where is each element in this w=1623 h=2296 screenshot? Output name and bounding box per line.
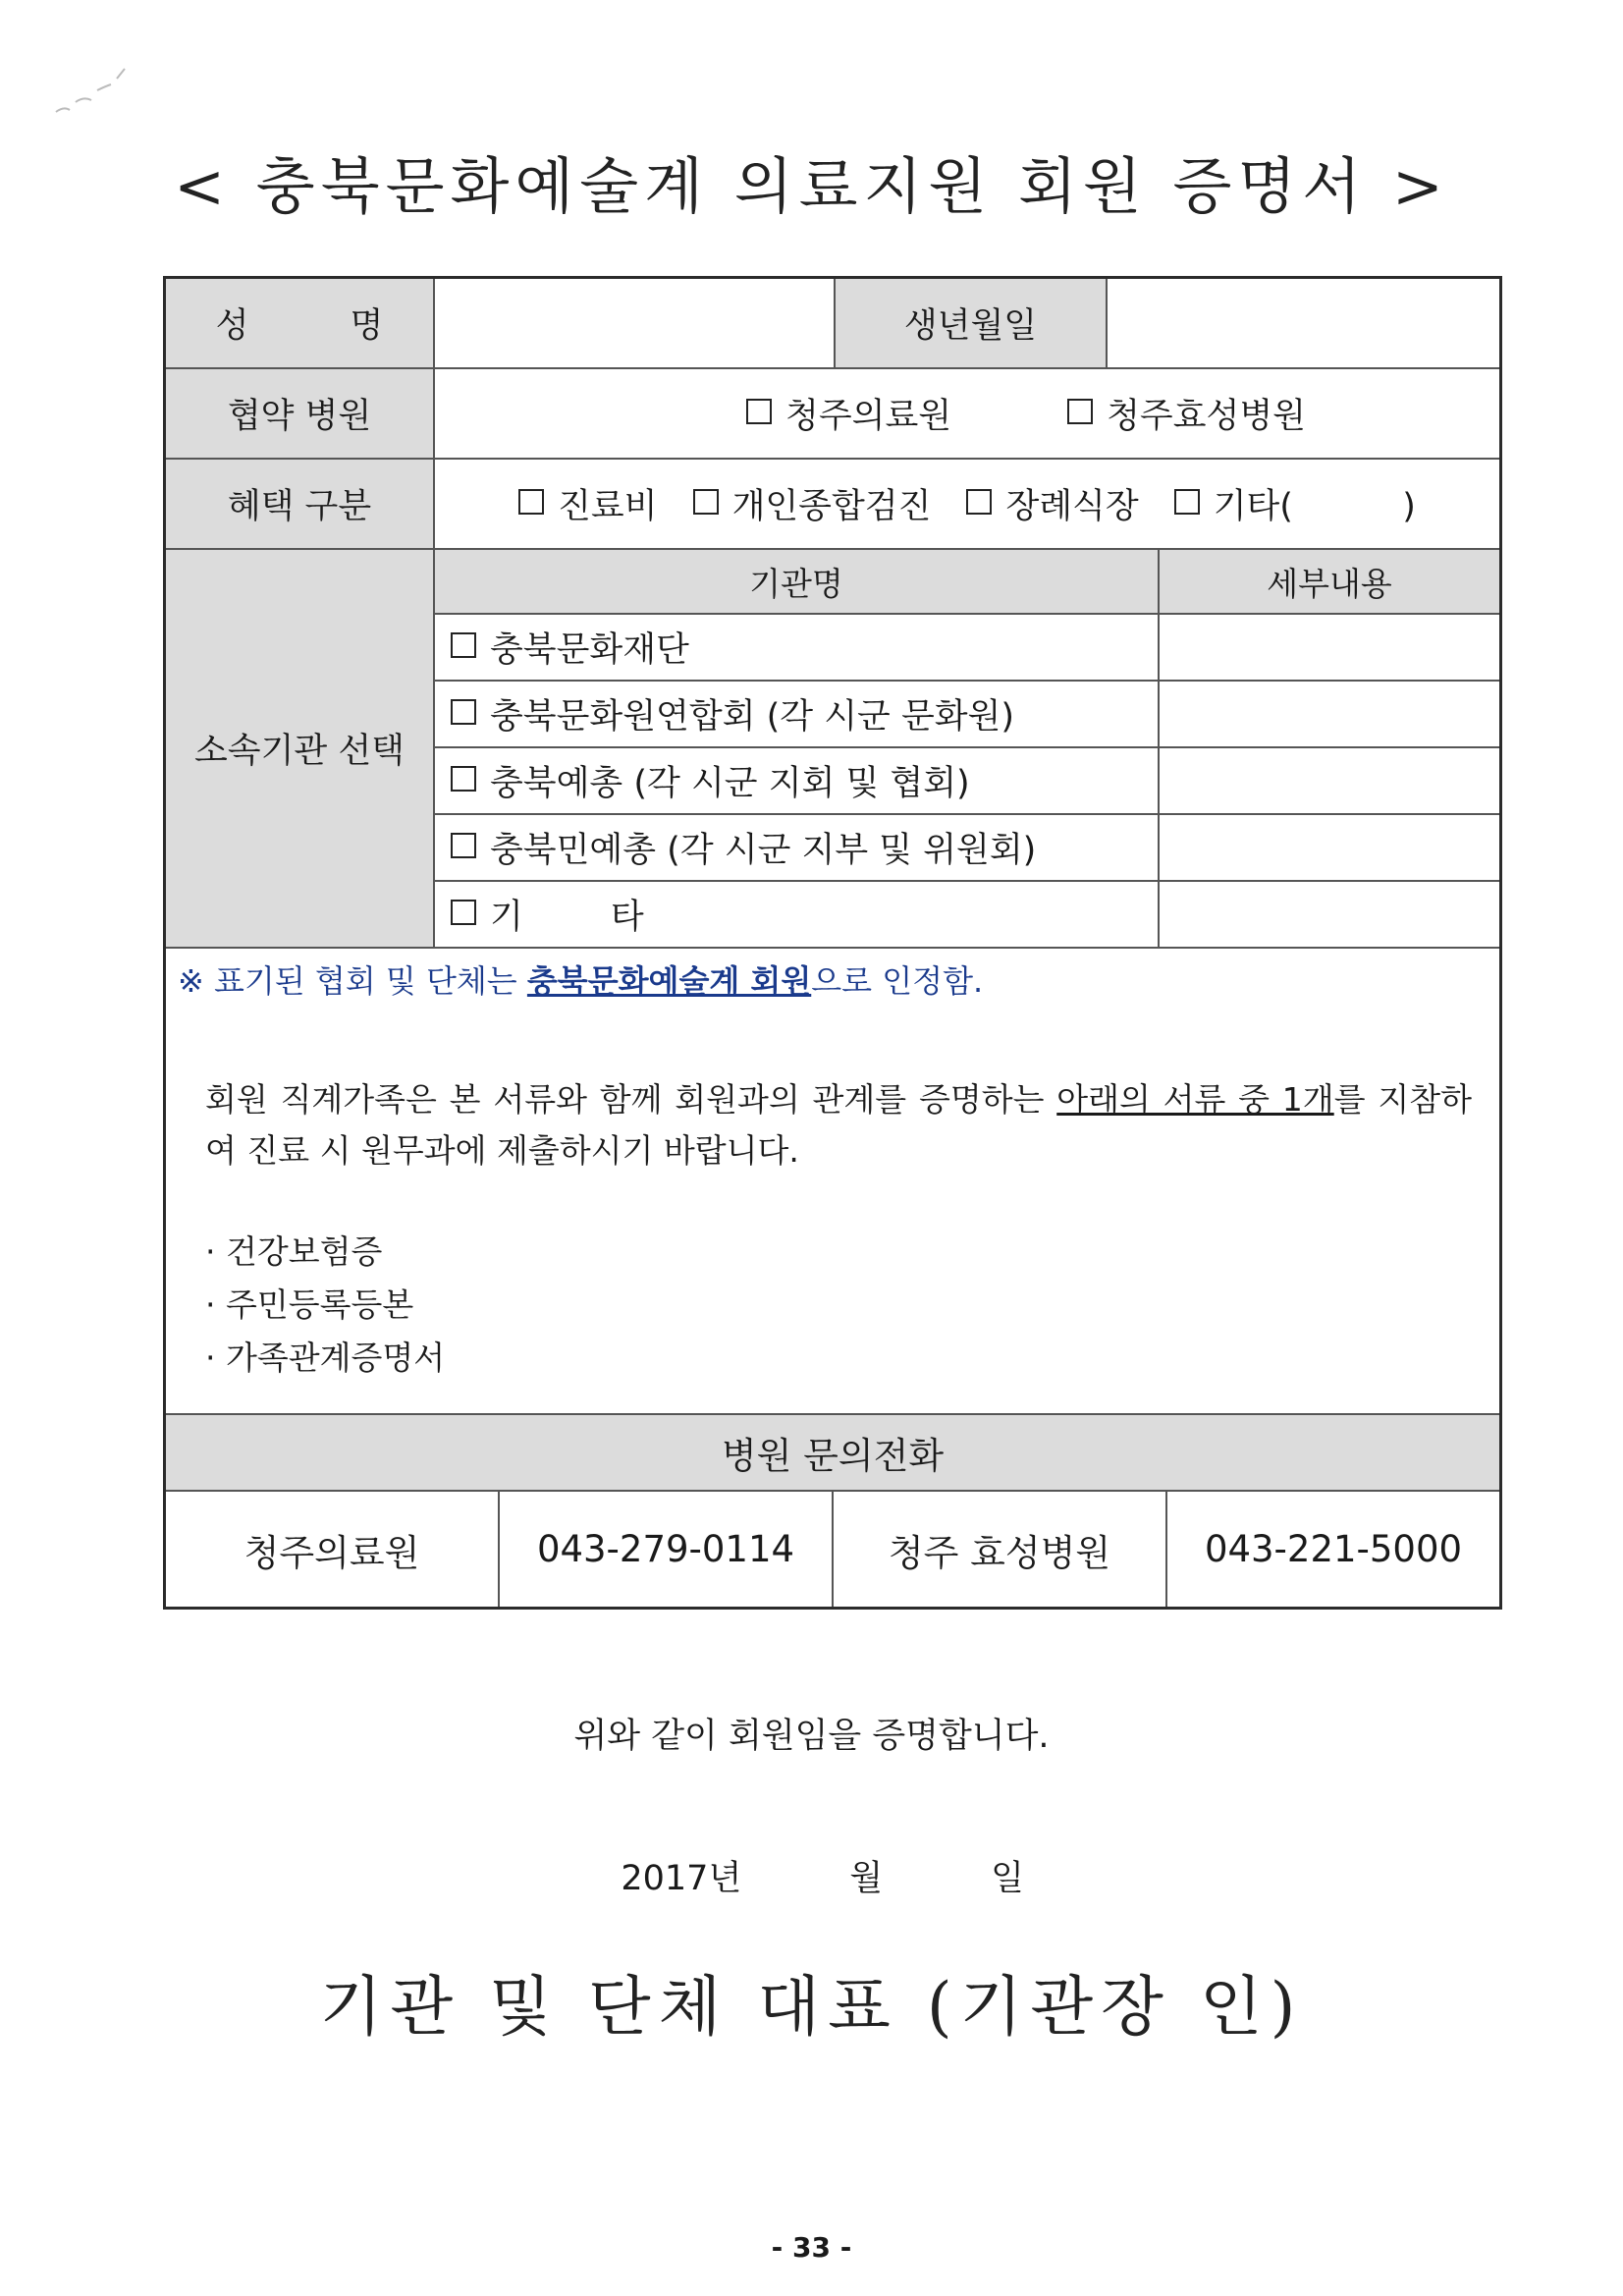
org-name-header: 기관명 bbox=[433, 548, 1158, 613]
certificate-form bbox=[163, 276, 1502, 1610]
checkbox-icon bbox=[451, 632, 476, 658]
benefit-option-2[interactable]: 개인종합검진 bbox=[693, 479, 932, 528]
checkbox-icon bbox=[451, 833, 476, 858]
checkbox-icon bbox=[693, 489, 719, 515]
org-detail-field-4[interactable] bbox=[1158, 813, 1499, 880]
notes-section bbox=[166, 947, 1499, 1413]
checkbox-icon bbox=[746, 399, 772, 424]
recognition-note: ※ 표기된 협회 및 단체는 충북문화예술계 회원으로 인정함. bbox=[178, 962, 984, 1000]
org-detail-field-5[interactable] bbox=[1158, 880, 1499, 947]
hospital-options bbox=[433, 367, 1499, 458]
hospital-option-2[interactable]: 청주효성병원 bbox=[1067, 389, 1306, 438]
scan-mark bbox=[54, 61, 133, 120]
org-detail-header: 세부내용 bbox=[1158, 548, 1499, 613]
list-item: · 주민등록등본 bbox=[205, 1285, 414, 1324]
name-label: 성 명 bbox=[215, 306, 429, 346]
birth-label: 생년월일 bbox=[903, 306, 1038, 346]
checkbox-icon bbox=[1174, 489, 1200, 515]
hospital-option-1[interactable]: 청주의료원 bbox=[746, 389, 951, 438]
checkbox-icon bbox=[966, 489, 992, 515]
signature-line: 기관 및 단체 대표 (기관장 인) bbox=[319, 1969, 1304, 2045]
contact-phone-2: 043-221-5000 bbox=[1165, 1490, 1499, 1607]
benefit-label: 혜택 구분 bbox=[227, 487, 372, 526]
benefit-options bbox=[433, 458, 1499, 548]
benefit-option-4[interactable]: 기타( ) bbox=[1174, 479, 1416, 528]
org-option-4[interactable]: 충북민예총 (각 시군 지부 및 위원회) bbox=[433, 813, 1158, 880]
org-label-cell bbox=[166, 548, 433, 947]
birth-value-field[interactable] bbox=[1106, 279, 1499, 367]
benefit-label-cell bbox=[166, 458, 433, 548]
certify-statement: 위와 같이 회원임을 증명합니다. bbox=[573, 1717, 1050, 1756]
org-detail-field-3[interactable] bbox=[1158, 746, 1499, 813]
hospital-label: 협약 병원 bbox=[227, 397, 372, 436]
checkbox-icon bbox=[451, 766, 476, 792]
page-number: - 33 - bbox=[771, 2231, 852, 2264]
birth-label-cell bbox=[834, 279, 1106, 367]
name-label-cell bbox=[166, 279, 433, 367]
document-list bbox=[205, 1226, 445, 1385]
benefit-option-3[interactable]: 장례식장 bbox=[966, 479, 1138, 528]
contact-hospital-1: 청주의료원 bbox=[166, 1490, 498, 1607]
contact-header: 병원 문의전화 bbox=[166, 1413, 1499, 1490]
org-option-3[interactable]: 충북예총 (각 시군 지회 및 협회) bbox=[433, 746, 1158, 813]
org-option-2[interactable]: 충북문화원연합회 (각 시군 문화원) bbox=[433, 680, 1158, 746]
contact-phone-1: 043-279-0114 bbox=[498, 1490, 832, 1607]
org-detail-field-2[interactable] bbox=[1158, 680, 1499, 746]
hospital-label-cell bbox=[166, 367, 433, 458]
checkbox-icon bbox=[518, 489, 544, 515]
list-item: · 가족관계증명서 bbox=[205, 1339, 446, 1377]
org-detail-field-1[interactable] bbox=[1158, 613, 1499, 680]
checkbox-icon bbox=[451, 699, 476, 725]
org-option-1[interactable]: 충북문화재단 bbox=[433, 613, 1158, 680]
family-instruction: 회원 직계가족은 본 서류와 함께 회원과의 관계를 증명하는 아래의 서류 중 1개를 지참하여 진료 시 원무과에 제출하시기 바랍니다. bbox=[205, 1080, 1472, 1170]
issue-date: 2017년 월 일 bbox=[621, 1859, 1024, 1898]
checkbox-icon bbox=[451, 900, 476, 925]
org-label: 소속기관 선택 bbox=[194, 732, 405, 771]
checkbox-icon bbox=[1067, 399, 1093, 424]
list-item: · 건강보험증 bbox=[205, 1232, 383, 1271]
highlight-text: 충북문화예술계 회원 bbox=[526, 962, 812, 1000]
name-value-field[interactable] bbox=[433, 279, 834, 367]
contact-hospital-2: 청주 효성병원 bbox=[832, 1490, 1165, 1607]
page-title: < 충북문화예술계 의료지원 회원 증명서 > bbox=[174, 150, 1449, 222]
org-option-5[interactable]: 기 타 bbox=[433, 880, 1158, 947]
benefit-option-1[interactable]: 진료비 bbox=[518, 479, 657, 528]
